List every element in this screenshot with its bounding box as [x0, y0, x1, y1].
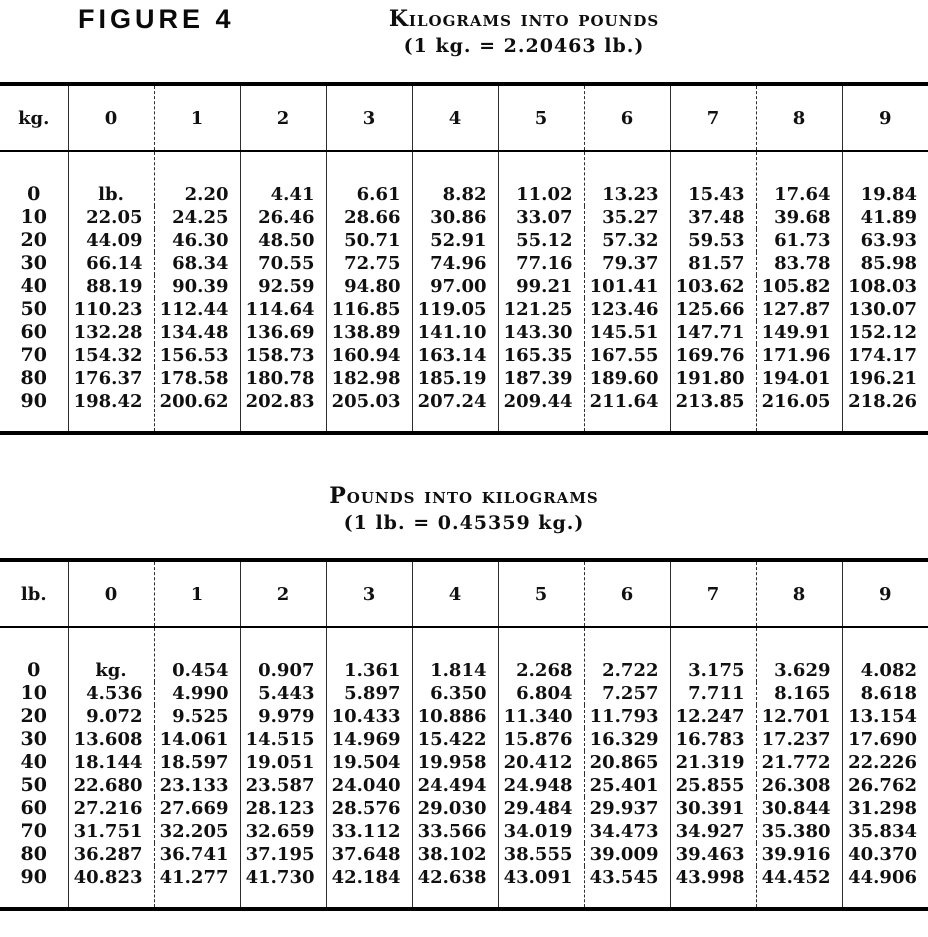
value-cell: 169.76: [670, 344, 756, 367]
value-cell: 21.772: [756, 751, 842, 774]
value-cell: 28.123: [240, 797, 326, 820]
unit-word-cell: kg.: [68, 627, 154, 682]
value-cell: 40.823: [68, 866, 154, 909]
value-cell: 52.91: [412, 229, 498, 252]
value-cell: 20.865: [584, 751, 670, 774]
table-row: [0, 229, 928, 252]
value-cell: 59.53: [670, 229, 756, 252]
value-cell: 61.73: [756, 229, 842, 252]
lb-to-kg-conversion-factor: (1 lb. = 0.45359 kg.): [343, 512, 585, 534]
row-label-cell: 10: [20, 206, 47, 228]
value-cell: 19.051: [240, 751, 326, 774]
value-cell: 3.175: [670, 627, 756, 682]
value-cell: 30.844: [756, 797, 842, 820]
value-cell: 66.14: [68, 252, 154, 275]
value-cell: 5.443: [240, 682, 326, 705]
value-cell: 15.422: [412, 728, 498, 751]
value-cell: 16.783: [670, 728, 756, 751]
table-row: [0, 252, 928, 275]
value-cell: 31.298: [842, 797, 928, 820]
table-row: [0, 866, 928, 909]
value-cell: 19.504: [326, 751, 412, 774]
row-label-cell: 40: [20, 751, 47, 773]
value-cell: 57.32: [584, 229, 670, 252]
value-cell: 35.380: [756, 820, 842, 843]
row-label-cell: 70: [20, 820, 47, 842]
value-cell: 0.454: [154, 627, 240, 682]
value-cell: 85.98: [842, 252, 928, 275]
value-cell: 160.94: [326, 344, 412, 367]
value-cell: 2.722: [584, 627, 670, 682]
value-cell: 97.00: [412, 275, 498, 298]
value-cell: 25.855: [670, 774, 756, 797]
value-cell: 12.701: [756, 705, 842, 728]
column-header-cell: 9: [842, 560, 928, 627]
row-label-cell: 50: [20, 298, 47, 320]
value-cell: 41.89: [842, 206, 928, 229]
value-cell: 1.814: [412, 627, 498, 682]
value-cell: 24.25: [154, 206, 240, 229]
value-cell: 1.361: [326, 627, 412, 682]
value-cell: 7.711: [670, 682, 756, 705]
header-row: [0, 560, 928, 627]
value-cell: 15.876: [498, 728, 584, 751]
value-cell: 8.618: [842, 682, 928, 705]
value-cell: 101.41: [584, 275, 670, 298]
row-label-cell: 20: [20, 229, 47, 251]
value-cell: 5.897: [326, 682, 412, 705]
value-cell: 198.42: [68, 390, 154, 433]
value-cell: 12.247: [670, 705, 756, 728]
value-cell: 43.545: [584, 866, 670, 909]
unit-header-cell: kg.: [0, 84, 68, 151]
header-row: [0, 84, 928, 151]
value-cell: 38.555: [498, 843, 584, 866]
value-cell: 8.165: [756, 682, 842, 705]
value-cell: 108.03: [842, 275, 928, 298]
value-cell: 28.66: [326, 206, 412, 229]
value-cell: 34.927: [670, 820, 756, 843]
value-cell: 0.907: [240, 627, 326, 682]
value-cell: 50.71: [326, 229, 412, 252]
value-cell: 2.20: [154, 151, 240, 206]
value-cell: 127.87: [756, 298, 842, 321]
row-label-cell: 90: [20, 866, 47, 888]
value-cell: 36.287: [68, 843, 154, 866]
value-cell: 99.21: [498, 275, 584, 298]
value-cell: 32.659: [240, 820, 326, 843]
value-cell: 13.608: [68, 728, 154, 751]
value-cell: 130.07: [842, 298, 928, 321]
value-cell: 20.412: [498, 751, 584, 774]
value-cell: 167.55: [584, 344, 670, 367]
value-cell: 178.58: [154, 367, 240, 390]
value-cell: 174.17: [842, 344, 928, 367]
value-cell: 4.536: [68, 682, 154, 705]
value-cell: 37.48: [670, 206, 756, 229]
value-cell: 132.28: [68, 321, 154, 344]
value-cell: 83.78: [756, 252, 842, 275]
value-cell: 216.05: [756, 390, 842, 433]
value-cell: 22.05: [68, 206, 154, 229]
value-cell: 136.69: [240, 321, 326, 344]
value-cell: 24.040: [326, 774, 412, 797]
value-cell: 35.834: [842, 820, 928, 843]
value-cell: 24.948: [498, 774, 584, 797]
value-cell: 39.009: [584, 843, 670, 866]
value-cell: 22.680: [68, 774, 154, 797]
figure-label: FIGURE 4: [78, 4, 235, 34]
value-cell: 27.216: [68, 797, 154, 820]
value-cell: 44.906: [842, 866, 928, 909]
value-cell: 17.237: [756, 728, 842, 751]
column-header-cell: 2: [240, 84, 326, 151]
value-cell: 147.71: [670, 321, 756, 344]
table-row: [0, 390, 928, 433]
value-cell: 44.452: [756, 866, 842, 909]
value-cell: 4.990: [154, 682, 240, 705]
value-cell: 35.27: [584, 206, 670, 229]
table-row: [0, 797, 928, 820]
value-cell: 171.96: [756, 344, 842, 367]
column-header-cell: 7: [670, 560, 756, 627]
value-cell: 145.51: [584, 321, 670, 344]
row-label-cell: 0: [27, 183, 41, 205]
value-cell: 4.082: [842, 627, 928, 682]
value-cell: 23.133: [154, 774, 240, 797]
lb-to-kg-table: [0, 558, 928, 911]
row-label-cell: 50: [20, 774, 47, 796]
table-row: [0, 367, 928, 390]
table-row: [0, 774, 928, 797]
column-header-cell: 0: [68, 560, 154, 627]
row-label-cell: 20: [20, 705, 47, 727]
value-cell: 163.14: [412, 344, 498, 367]
value-cell: 26.46: [240, 206, 326, 229]
value-cell: 25.401: [584, 774, 670, 797]
value-cell: 21.319: [670, 751, 756, 774]
value-cell: 79.37: [584, 252, 670, 275]
value-cell: 29.030: [412, 797, 498, 820]
column-header-cell: 9: [842, 84, 928, 151]
value-cell: 43.091: [498, 866, 584, 909]
value-cell: 116.85: [326, 298, 412, 321]
value-cell: 33.07: [498, 206, 584, 229]
value-cell: 6.61: [326, 151, 412, 206]
value-cell: 42.638: [412, 866, 498, 909]
table-row: [0, 751, 928, 774]
value-cell: 88.19: [68, 275, 154, 298]
row-label-cell: 60: [20, 321, 47, 343]
column-header-cell: 4: [412, 84, 498, 151]
value-cell: 31.751: [68, 820, 154, 843]
value-cell: 7.257: [584, 682, 670, 705]
value-cell: 205.03: [326, 390, 412, 433]
value-cell: 19.958: [412, 751, 498, 774]
value-cell: 194.01: [756, 367, 842, 390]
kg-to-lb-table: [0, 82, 928, 435]
value-cell: 41.277: [154, 866, 240, 909]
value-cell: 18.597: [154, 751, 240, 774]
value-cell: 165.35: [498, 344, 584, 367]
value-cell: 218.26: [842, 390, 928, 433]
value-cell: 37.195: [240, 843, 326, 866]
value-cell: 16.329: [584, 728, 670, 751]
value-cell: 138.89: [326, 321, 412, 344]
column-header-cell: 0: [68, 84, 154, 151]
value-cell: 112.44: [154, 298, 240, 321]
value-cell: 37.648: [326, 843, 412, 866]
value-cell: 48.50: [240, 229, 326, 252]
value-cell: 191.80: [670, 367, 756, 390]
value-cell: 14.515: [240, 728, 326, 751]
value-cell: 11.340: [498, 705, 584, 728]
value-cell: 22.226: [842, 751, 928, 774]
value-cell: 33.112: [326, 820, 412, 843]
unit-word-cell: lb.: [68, 151, 154, 206]
value-cell: 19.84: [842, 151, 928, 206]
value-cell: 30.86: [412, 206, 498, 229]
value-cell: 74.96: [412, 252, 498, 275]
value-cell: 68.34: [154, 252, 240, 275]
value-cell: 187.39: [498, 367, 584, 390]
value-cell: 3.629: [756, 627, 842, 682]
value-cell: 33.566: [412, 820, 498, 843]
value-cell: 10.433: [326, 705, 412, 728]
value-cell: 200.62: [154, 390, 240, 433]
value-cell: 152.12: [842, 321, 928, 344]
value-cell: 39.916: [756, 843, 842, 866]
kg-to-lb-conversion-factor: (1 kg. = 2.20463 lb.): [403, 35, 645, 57]
value-cell: 15.43: [670, 151, 756, 206]
value-cell: 36.741: [154, 843, 240, 866]
value-cell: 123.46: [584, 298, 670, 321]
row-label-cell: 40: [20, 275, 47, 297]
value-cell: 17.64: [756, 151, 842, 206]
value-cell: 209.44: [498, 390, 584, 433]
value-cell: 26.762: [842, 774, 928, 797]
unit-header-cell: lb.: [0, 560, 68, 627]
column-header-cell: 5: [498, 560, 584, 627]
table-row: [0, 820, 928, 843]
column-header-cell: 4: [412, 560, 498, 627]
value-cell: 103.62: [670, 275, 756, 298]
kg-to-lb-caption: [0, 5, 928, 59]
value-cell: 40.370: [842, 843, 928, 866]
row-label-cell: 0: [27, 659, 41, 681]
row-label-cell: 30: [20, 252, 47, 274]
value-cell: 9.525: [154, 705, 240, 728]
value-cell: 26.308: [756, 774, 842, 797]
row-label-cell: 60: [20, 797, 47, 819]
value-cell: 154.32: [68, 344, 154, 367]
value-cell: 63.93: [842, 229, 928, 252]
value-cell: 72.75: [326, 252, 412, 275]
value-cell: 202.83: [240, 390, 326, 433]
table-row: [0, 206, 928, 229]
value-cell: 180.78: [240, 367, 326, 390]
column-header-cell: 2: [240, 560, 326, 627]
value-cell: 158.73: [240, 344, 326, 367]
value-cell: 125.66: [670, 298, 756, 321]
column-header-cell: 8: [756, 84, 842, 151]
value-cell: 17.690: [842, 728, 928, 751]
value-cell: 207.24: [412, 390, 498, 433]
value-cell: 156.53: [154, 344, 240, 367]
value-cell: 44.09: [68, 229, 154, 252]
row-label-cell: 30: [20, 728, 47, 750]
value-cell: 39.68: [756, 206, 842, 229]
value-cell: 6.350: [412, 682, 498, 705]
value-cell: 121.25: [498, 298, 584, 321]
value-cell: 11.02: [498, 151, 584, 206]
row-label-cell: 70: [20, 344, 47, 366]
table-row: [0, 728, 928, 751]
value-cell: 94.80: [326, 275, 412, 298]
value-cell: 9.979: [240, 705, 326, 728]
table-row: [0, 843, 928, 866]
value-cell: 90.39: [154, 275, 240, 298]
value-cell: 134.48: [154, 321, 240, 344]
value-cell: 196.21: [842, 367, 928, 390]
value-cell: 29.937: [584, 797, 670, 820]
value-cell: 29.484: [498, 797, 584, 820]
value-cell: 143.30: [498, 321, 584, 344]
value-cell: 27.669: [154, 797, 240, 820]
value-cell: 119.05: [412, 298, 498, 321]
value-cell: 141.10: [412, 321, 498, 344]
value-cell: 41.730: [240, 866, 326, 909]
value-cell: 149.91: [756, 321, 842, 344]
value-cell: 46.30: [154, 229, 240, 252]
table-row: [0, 151, 928, 206]
value-cell: 211.64: [584, 390, 670, 433]
table-row: [0, 344, 928, 367]
table-row: [0, 298, 928, 321]
value-cell: 105.82: [756, 275, 842, 298]
value-cell: 4.41: [240, 151, 326, 206]
value-cell: 2.268: [498, 627, 584, 682]
row-label-cell: 80: [20, 367, 47, 389]
value-cell: 213.85: [670, 390, 756, 433]
value-cell: 81.57: [670, 252, 756, 275]
value-cell: 34.019: [498, 820, 584, 843]
value-cell: 24.494: [412, 774, 498, 797]
value-cell: 39.463: [670, 843, 756, 866]
column-header-cell: 3: [326, 84, 412, 151]
column-header-cell: 7: [670, 84, 756, 151]
value-cell: 189.60: [584, 367, 670, 390]
table-row: [0, 627, 928, 682]
value-cell: 70.55: [240, 252, 326, 275]
column-header-cell: 5: [498, 84, 584, 151]
value-cell: 114.64: [240, 298, 326, 321]
value-cell: 92.59: [240, 275, 326, 298]
column-header-cell: 6: [584, 84, 670, 151]
value-cell: 23.587: [240, 774, 326, 797]
lb-to-kg-caption: [0, 482, 928, 536]
kg-to-lb-title: Kilograms into pounds: [388, 6, 660, 32]
column-header-cell: 3: [326, 560, 412, 627]
row-label-cell: 10: [20, 682, 47, 704]
value-cell: 13.23: [584, 151, 670, 206]
value-cell: 13.154: [842, 705, 928, 728]
row-label-cell: 80: [20, 843, 47, 865]
value-cell: 110.23: [68, 298, 154, 321]
table-row: [0, 705, 928, 728]
lb-to-kg-title: Pounds into kilograms: [329, 483, 599, 509]
table-row: [0, 275, 928, 298]
column-header-cell: 1: [154, 84, 240, 151]
column-header-cell: 1: [154, 560, 240, 627]
value-cell: 38.102: [412, 843, 498, 866]
value-cell: 14.969: [326, 728, 412, 751]
table-row: [0, 682, 928, 705]
value-cell: 55.12: [498, 229, 584, 252]
value-cell: 11.793: [584, 705, 670, 728]
value-cell: 77.16: [498, 252, 584, 275]
value-cell: 43.998: [670, 866, 756, 909]
row-label-cell: 90: [20, 390, 47, 412]
value-cell: 185.19: [412, 367, 498, 390]
column-header-cell: 8: [756, 560, 842, 627]
table-row: [0, 321, 928, 344]
value-cell: 8.82: [412, 151, 498, 206]
value-cell: 32.205: [154, 820, 240, 843]
value-cell: 28.576: [326, 797, 412, 820]
value-cell: 182.98: [326, 367, 412, 390]
value-cell: 6.804: [498, 682, 584, 705]
value-cell: 34.473: [584, 820, 670, 843]
value-cell: 176.37: [68, 367, 154, 390]
column-header-cell: 6: [584, 560, 670, 627]
value-cell: 14.061: [154, 728, 240, 751]
value-cell: 18.144: [68, 751, 154, 774]
value-cell: 9.072: [68, 705, 154, 728]
value-cell: 42.184: [326, 866, 412, 909]
value-cell: 10.886: [412, 705, 498, 728]
value-cell: 30.391: [670, 797, 756, 820]
